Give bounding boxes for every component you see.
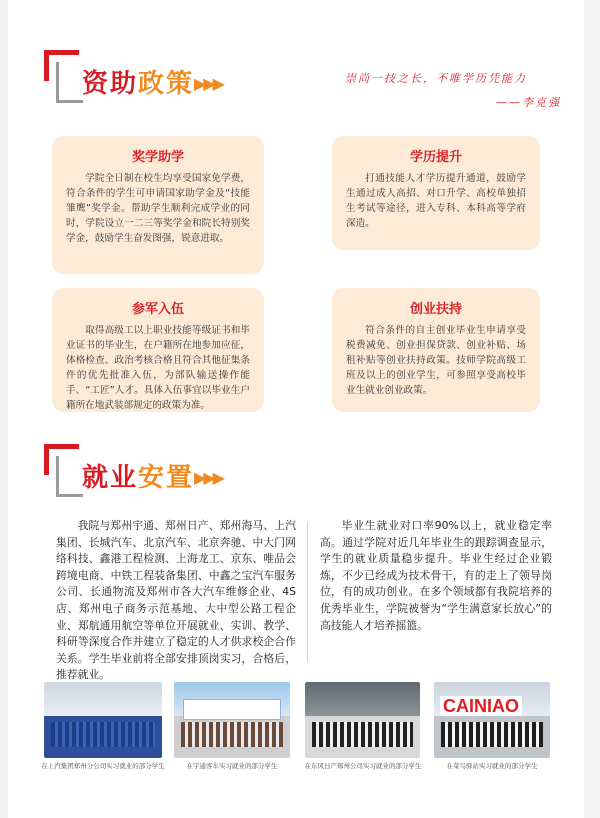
photo-caption: 在宇通客车实习就业的部分学生	[186, 762, 278, 770]
header-bracket-gray	[56, 456, 83, 497]
card-body: 符合条件的自主创业毕业生申请享受税费减免、创业担保贷款、创业补贴、场租补贴等创业扶持政策。技师学院高级工班及以上的创业学生，可参照享受高校毕业生就业创业政策。	[346, 325, 526, 396]
motto-quote	[345, 70, 565, 110]
card-body: 学院全日制在校生均享受国家免学费，符合条件的学生可申请国家助学金及“技能雏鹰”奖学金。帮助学生顺利完成学业的同时，学院设立一二三等奖学金和院长特别奖学金，鼓励学生奋发图强，锐意进取。	[66, 173, 250, 244]
photo-caption: 在上汽集团郑州分公司实习就业的部分学生	[41, 762, 165, 770]
card-scholarship	[52, 136, 264, 274]
card-title: 参军入伍	[131, 302, 184, 317]
aid-section-header	[44, 50, 284, 110]
employment-section-header	[44, 444, 284, 504]
card-title: 奖学助学	[131, 150, 184, 165]
card-body: 打通技能人才学历提升通道，鼓励学生通过成人高招、对口升学、高校单独招生考试等途径，进入专科、本科高等学府深造。	[346, 173, 526, 229]
column-divider	[307, 522, 308, 662]
arrows-icon: ▶▶▶	[194, 74, 222, 93]
card-title: 学历提升	[409, 150, 462, 165]
aid-section-title: 资助政策	[82, 69, 195, 99]
employment-text-right: 毕业生就业对口率90%以上，就业稳定率高。通过学院对近几年毕业生的跟踪调查显示，学生的就业质量稳步提升。毕业生经过企业锻炼，不少已经成为技术骨干，有的走上了领导岗位，有的成功创业。在多个领域都有我院培养的优秀毕业生，学院被誉为“学生满意家长放心”的高技能人才培养摇篮。	[320, 519, 552, 632]
card-military-enlistment	[52, 288, 264, 412]
card-degree-upgrade	[332, 136, 540, 250]
header-bracket-gray	[56, 62, 83, 103]
photo-nissan-students	[305, 682, 420, 758]
photo-saic-students	[44, 682, 162, 758]
card-body: 取得高级工以上职业技能等级证书和毕业证书的毕业生，在户籍所在地参加应征，体格检查、政治考核合格且符合其他征集条件的优先批准入伍，为部队输送操作能手、“工匠”人才。具体入伍事宜以毕业生户籍所在地武装部规定的政策为准。	[66, 325, 250, 411]
left-edge-decoration	[0, 0, 8, 818]
card-entrepreneurship	[332, 288, 540, 412]
employment-text-left: 我院与郑州宇通、郑州日产、郑州海马、上汽集团、长城汽车、北京汽车、北京奔驰、中大门网络科技、鑫港工程检测、上海龙工、京东、唯品会跨境电商、中铁工程装备集团、中鑫之宝汽车服务公司、长通物流及郑州市各大汽车维修企业、4S店、郑州电子商务示范基地、大中型公路工程企业、郑航通用航空等单位开展就业、实训、教学、科研等深度合作并建立了稳定的人才供求校企合作关系。学生毕业前将全部安排顶岗实习，合格后，推荐就业。	[56, 519, 296, 682]
photo-cainiao-students	[434, 682, 550, 758]
motto-author: ——李克强	[496, 96, 561, 109]
right-edge-decoration	[584, 0, 600, 818]
motto-text: 崇尚一技之长，不唯学历凭能力	[345, 72, 527, 85]
cainiao-sign-logo: CAINIAO	[440, 696, 522, 716]
photo-caption: 在菜鸟驿站实习就业的部分学生	[446, 762, 538, 770]
arrows-icon: ▶▶▶	[194, 468, 222, 487]
employment-section-title: 就业安置	[82, 463, 195, 493]
photo-caption: 在东风日产郑州公司实习就业的部分学生	[304, 762, 422, 770]
card-title: 创业扶持	[409, 302, 462, 317]
photo-yutong-students	[174, 682, 290, 758]
